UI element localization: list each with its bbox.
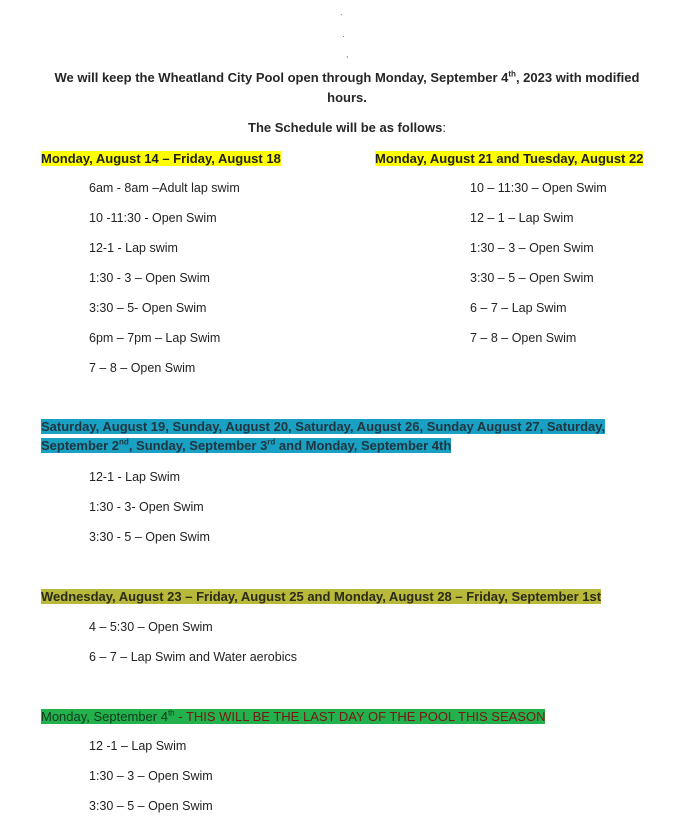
week1-item: 3:30 – 5- Open Swim bbox=[89, 301, 207, 315]
lastday-item: 12 -1 – Lap Swim bbox=[89, 739, 187, 753]
week2-item: 10 – 11:30 – Open Swim bbox=[470, 181, 607, 195]
week2-item: 3:30 – 5 – Open Swim bbox=[470, 271, 594, 285]
week1-item: 1:30 - 3 – Open Swim bbox=[89, 271, 210, 285]
schedule-subtitle: The Schedule will be as follows: bbox=[248, 120, 446, 135]
lastday-item: 3:30 – 5 – Open Swim bbox=[89, 799, 213, 813]
weekends-item: 12-1 - Lap Swim bbox=[89, 470, 181, 484]
intro-sup: th bbox=[508, 69, 516, 79]
week2-item: 7 – 8 – Open Swim bbox=[470, 331, 577, 345]
week1-item: 10 -11:30 - Open Swim bbox=[89, 211, 217, 225]
week2-item: 12 – 1 – Lap Swim bbox=[470, 211, 574, 225]
weekends-heading: Saturday, August 19, Sunday, August 20, Saturday, August 26, Sunday August 27, Saturday, September 2nd, Sunday, September 3rd and Monday, September 4th bbox=[41, 419, 606, 453]
week2-item: 6 – 7 – Lap Swim bbox=[470, 301, 567, 315]
intro-text: We will keep the Wheatland City Pool open through Monday, September 4 bbox=[54, 70, 509, 85]
weekends-item: 1:30 - 3- Open Swim bbox=[89, 500, 204, 514]
intro-text-end: , 2023 with modified hours. bbox=[327, 70, 640, 105]
speck-mark: , bbox=[346, 49, 349, 59]
week1-item: 6pm – 7pm – Lap Swim bbox=[89, 331, 221, 345]
speck-mark: · bbox=[342, 31, 345, 41]
intro-paragraph bbox=[40, 68, 654, 108]
speck-mark: ` bbox=[340, 13, 343, 23]
week2-item: 1:30 – 3 – Open Swim bbox=[470, 241, 594, 255]
weekends-item: 3:30 - 5 – Open Swim bbox=[89, 530, 210, 544]
week2-heading: Monday, August 21 and Tuesday, August 22 bbox=[375, 151, 644, 166]
lastday-item: 1:30 – 3 – Open Swim bbox=[89, 769, 213, 783]
week1-item: 7 – 8 – Open Swim bbox=[89, 361, 196, 375]
lastday-heading: Monday, September 4th - THIS WILL BE THE LAST DAY OF THE POOL THIS SEASON bbox=[41, 708, 546, 724]
weekdays-item: 4 – 5:30 – Open Swim bbox=[89, 620, 213, 634]
week1-item: 6am - 8am –Adult lap swim bbox=[89, 181, 240, 195]
weekdays-heading: Wednesday, August 23 – Friday, August 25 and Monday, August 28 – Friday, September 1st bbox=[41, 589, 602, 604]
week1-item: 12-1 - Lap swim bbox=[89, 241, 178, 255]
weekdays-item: 6 – 7 – Lap Swim and Water aerobics bbox=[89, 650, 297, 664]
week1-heading: Monday, August 14 – Friday, August 18 bbox=[41, 151, 281, 166]
